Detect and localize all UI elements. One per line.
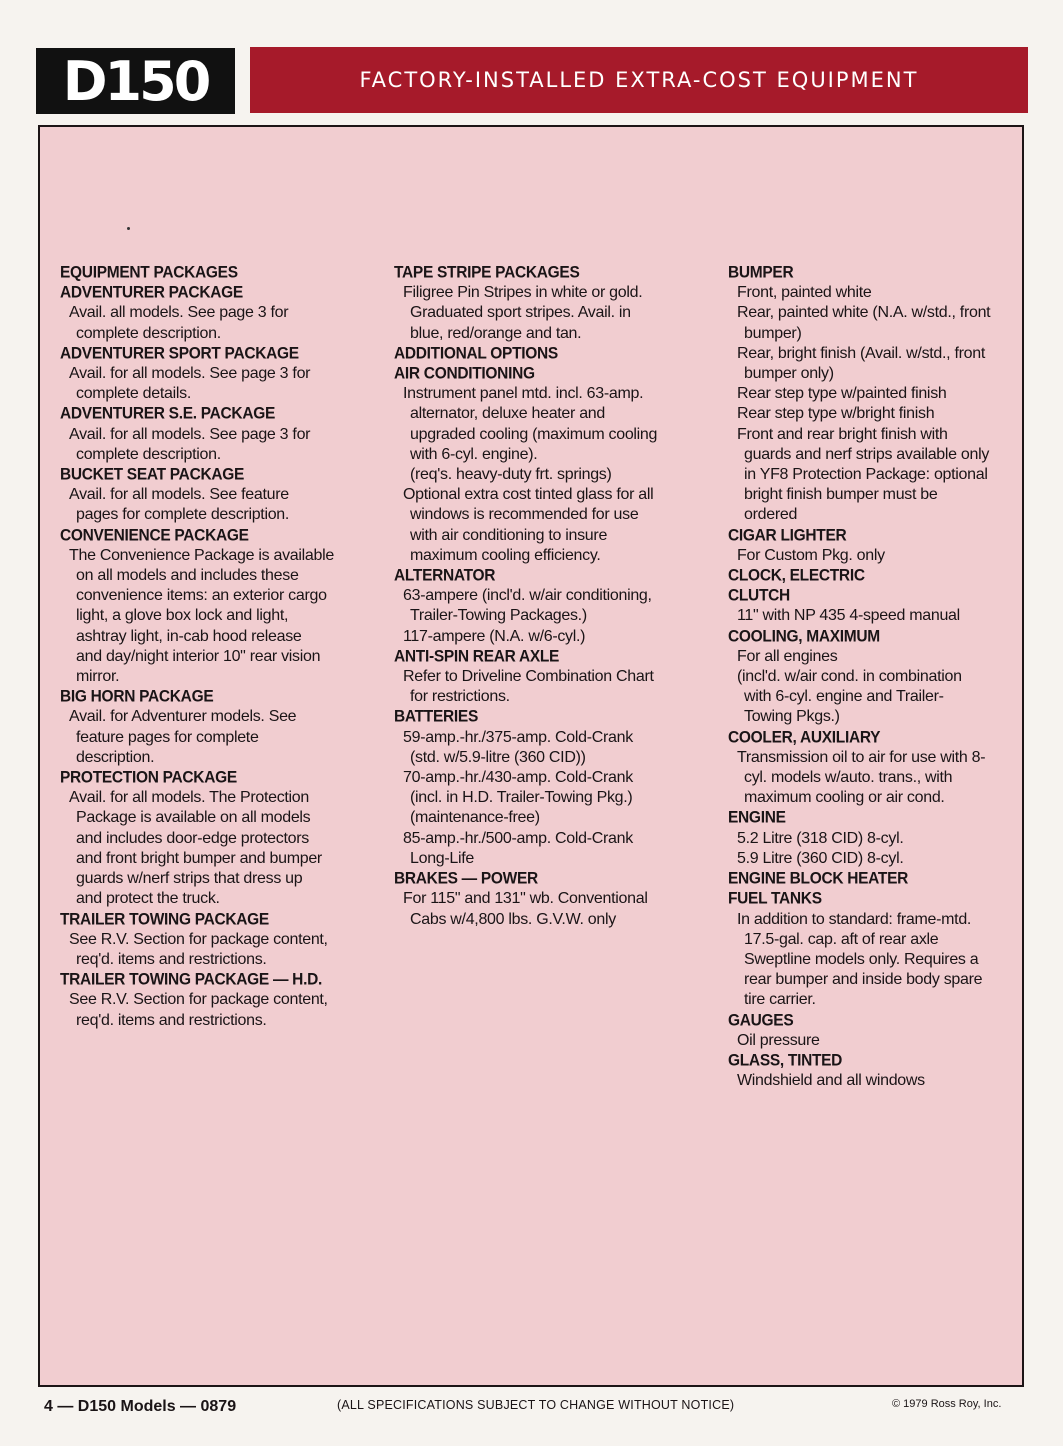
option-section — [728, 627, 1026, 728]
section-heading: BATTERIES — [394, 707, 478, 727]
model-badge: D150 — [36, 48, 235, 114]
option-item: Filigree Pin Stripes in white or gold. Graduated sport stripes. Avail. in blue, red/orange and tan. — [403, 284, 643, 342]
option-section — [60, 970, 370, 1031]
section-heading: BUMPER — [728, 263, 794, 282]
option-item: 63-ampere (incl'd. w/air conditioning, Trailer-Towing Packages.) — [403, 587, 652, 625]
option-section — [60, 263, 370, 283]
option-item: Avail. for all models. See page 3 for complete details. — [69, 365, 311, 403]
option-section — [728, 263, 1026, 526]
option-item: See R.V. Section for package content, req'd. items and restrictions. — [69, 991, 328, 1029]
option-section — [394, 707, 704, 869]
option-section — [728, 566, 1026, 586]
option-item: Rear step type w/bright finish — [737, 405, 935, 423]
option-section — [60, 465, 370, 526]
section-heading: TRAILER TOWING PACKAGE — [60, 909, 269, 929]
option-section — [394, 869, 704, 930]
section-heading: ADDITIONAL OPTIONS — [394, 344, 558, 363]
option-item: 59-amp.-hr./375-amp. Cold-Crank (std. w/5.9-litre (360 CID)) — [403, 728, 633, 766]
option-section — [728, 1011, 1026, 1051]
section-heading: COOLING, MAXIMUM — [728, 626, 880, 646]
option-item: 11" with NP 435 4-speed manual — [737, 607, 960, 625]
section-heading: ANTI-SPIN REAR AXLE — [394, 647, 560, 666]
option-item: Oil pressure — [737, 1031, 820, 1049]
section-heading: AIR CONDITIONING — [394, 364, 535, 383]
option-item: See R.V. Section for package content, req'd. items and restrictions. — [69, 930, 328, 968]
option-item: 117-ampere (N.A. w/6-cyl.) — [403, 627, 586, 645]
column-2 — [394, 263, 704, 930]
option-item: The Convenience Package is available on all models and includes these convenience items: an exterior cargo light, a glove box lock and light, ashtray light, in-cab hood release and day/night interior 10" rear vision mirror. — [69, 546, 334, 686]
option-section — [394, 263, 704, 344]
option-section — [728, 869, 1026, 889]
option-section — [394, 566, 704, 647]
option-section — [60, 283, 370, 344]
option-section — [60, 344, 370, 405]
section-heading: TAPE STRIPE PACKAGES — [394, 263, 580, 282]
column-1 — [60, 263, 370, 1031]
option-section — [60, 687, 370, 768]
option-item: Rear, bright finish (Avail. w/std., front bumper only) — [737, 344, 985, 383]
option-section — [728, 1051, 1026, 1091]
option-item: Avail. all models. See page 3 for complete description. — [69, 304, 289, 342]
section-heading: COOLER, AUXILIARY — [728, 727, 881, 747]
section-heading: FUEL TANKS — [728, 889, 822, 908]
section-heading: GAUGES — [728, 1010, 794, 1030]
option-section — [60, 404, 370, 465]
option-item: Avail. for all models. See feature pages for complete description. — [69, 486, 290, 524]
option-section — [60, 526, 370, 688]
option-item: 5.2 Litre (318 CID) 8-cyl. — [737, 829, 904, 847]
section-heading: CONVENIENCE PACKAGE — [60, 525, 249, 545]
option-item: Front, painted white — [737, 284, 872, 302]
section-heading: CIGAR LIGHTER — [728, 525, 847, 545]
option-item: Front and rear bright finish with guards and nerf strips available only in YF8 Protection Package: optional bright finish bumper must be ordered — [737, 425, 990, 524]
option-item: Instrument panel mtd. incl. 63-amp. alternator, deluxe heater and upgraded cooling (maximum cooling with 6-cyl. engine). (req's. heavy-duty frt. springs) — [403, 385, 658, 484]
page-title-banner: FACTORY-INSTALLED EXTRA-COST EQUIPMENT — [250, 47, 1028, 113]
option-section — [60, 768, 370, 909]
option-item: 85-amp.-hr./500-amp. Cold-Crank Long-Life — [403, 829, 633, 867]
section-heading: ADVENTURER S.E. PACKAGE — [60, 404, 276, 424]
option-item: Rear, painted white (N.A. w/std., front bumper) — [737, 304, 991, 342]
option-item: For all engines — [737, 647, 838, 665]
section-heading: CLUTCH — [728, 586, 790, 605]
section-heading: ADVENTURER SPORT PACKAGE — [60, 344, 299, 363]
section-heading: CLOCK, ELECTRIC — [728, 566, 865, 585]
option-item: Avail. for all models. See page 3 for complete description. — [69, 425, 311, 463]
section-heading: BRAKES — POWER — [394, 869, 538, 888]
section-heading: TRAILER TOWING PACKAGE — H.D. — [60, 970, 322, 989]
option-item: Avail. for Adventurer models. See feature pages for complete description. — [69, 708, 297, 766]
option-item: For Custom Pkg. only — [737, 546, 885, 564]
option-item: Transmission oil to air for use with 8- cyl. models w/auto. trans., with maximum cooling or air cond. — [737, 748, 986, 807]
option-item: Windshield and all windows — [737, 1072, 925, 1090]
option-item: Optional extra cost tinted glass for all windows is recommended for use with air conditioning to insure maximum cooling efficiency. — [403, 486, 654, 564]
option-item: In addition to standard: frame-mtd. 17.5-gal. cap. aft of rear axle Sweptline models only. Requires a rear bumper and inside body spare tire carrier. — [737, 910, 983, 1009]
option-section — [728, 808, 1026, 869]
notice-text: (ALL SPECIFICATIONS SUBJECT TO CHANGE WITHOUT NOTICE) — [337, 1398, 735, 1412]
option-section — [728, 728, 1026, 809]
option-section — [728, 526, 1026, 566]
stray-dot — [127, 227, 130, 230]
option-section — [60, 910, 370, 971]
section-heading: PROTECTION PACKAGE — [60, 768, 237, 787]
section-heading: BUCKET SEAT PACKAGE — [60, 465, 245, 484]
option-item: Avail. for all models. The Protection Package is available on all models and includes door-edge protectors and front bright bumper and bumper guards w/nerf strips that dress up and protect the truck. — [69, 789, 322, 908]
option-item: 5.9 Litre (360 CID) 8-cyl. — [737, 849, 904, 867]
option-item: (incl'd. w/air cond. in combination with 6-cyl. engine and Trailer- Towing Pkgs.) — [737, 668, 962, 726]
option-section — [394, 344, 704, 364]
option-section — [728, 586, 1026, 626]
section-heading: BIG HORN PACKAGE — [60, 687, 214, 706]
option-section — [394, 647, 704, 708]
section-heading: ALTERNATOR — [394, 566, 496, 585]
section-heading: ENGINE BLOCK HEATER — [728, 869, 909, 888]
section-heading: ADVENTURER PACKAGE — [60, 283, 243, 302]
option-item: Rear step type w/painted finish — [737, 385, 947, 403]
option-item: 70-amp.-hr./430-amp. Cold-Crank (incl. in H.D. Trailer-Towing Pkg.) (maintenance-free) — [403, 769, 633, 827]
column-3 — [728, 263, 1026, 1091]
page-reference: 4 — D150 Models — 0879 — [44, 1398, 237, 1415]
section-heading: EQUIPMENT PACKAGES — [60, 263, 238, 282]
option-section — [394, 364, 704, 566]
copyright-text: © 1979 Ross Roy, Inc. — [892, 1398, 1002, 1410]
option-item: Refer to Driveline Combination Chart for restrictions. — [403, 668, 654, 706]
option-item: For 115" and 131" wb. Conventional Cabs w/4,800 lbs. G.V.W. only — [403, 890, 648, 928]
section-heading: GLASS, TINTED — [728, 1051, 843, 1070]
option-section — [728, 889, 1026, 1010]
section-heading: ENGINE — [728, 808, 786, 828]
